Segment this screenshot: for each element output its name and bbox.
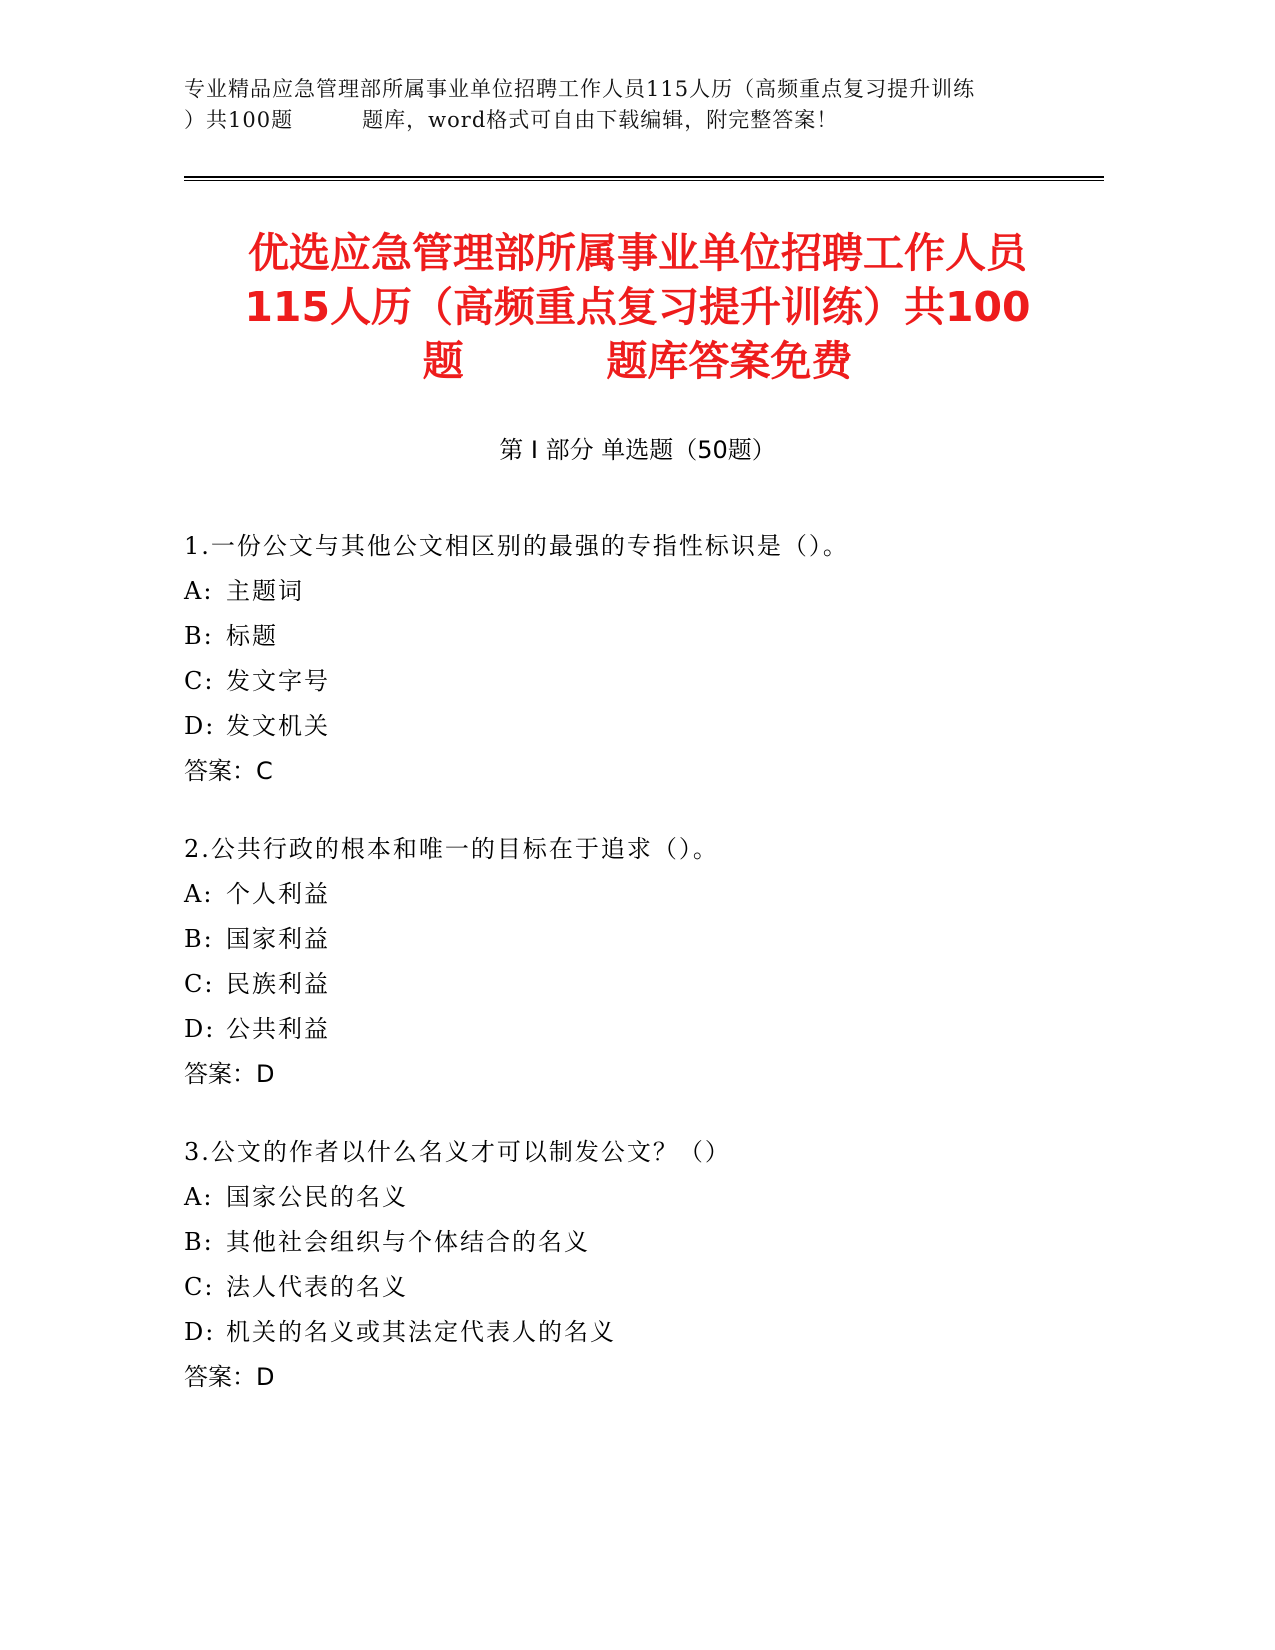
option-d [184, 1310, 1104, 1355]
option-a [184, 872, 1104, 917]
question-3 [184, 1130, 1104, 1400]
option-b [184, 917, 1104, 962]
section-heading: 第 I 部分 单选题（50题） [499, 436, 776, 464]
question-1 [184, 524, 1104, 794]
option-text: 发文机关 [226, 712, 330, 740]
option-a [184, 1175, 1104, 1220]
header-divider-thin [184, 180, 1104, 181]
option-b [184, 1220, 1104, 1265]
option-key: C: [184, 970, 215, 998]
option-text: 国家公民的名义 [226, 1183, 408, 1211]
answer-line: 答案：D [184, 1363, 275, 1391]
option-key: D: [184, 1318, 216, 1346]
option-key: A: [184, 880, 214, 908]
question-stem: 1.一份公文与其他公文相区别的最强的专指性标识是（）。 [184, 532, 849, 560]
question-list [184, 524, 1104, 1433]
option-text: 主题词 [226, 577, 304, 605]
option-text: 个人利益 [226, 880, 330, 908]
option-key: D: [184, 712, 216, 740]
option-text: 国家利益 [226, 925, 330, 953]
option-c [184, 659, 1104, 704]
document-title [150, 226, 1125, 388]
title-line-1: 优选应急管理部所属事业单位招聘工作人员 [248, 229, 1027, 277]
option-text: 民族利益 [226, 970, 330, 998]
option-key: B: [184, 1228, 214, 1256]
header-divider-thick [184, 176, 1104, 178]
answer-line: 答案：D [184, 1060, 275, 1088]
answer-line: 答案：C [184, 757, 273, 785]
title-line-2: 115人历（高频重点复习提升训练）共100 [244, 283, 1031, 331]
option-text: 发文字号 [226, 667, 330, 695]
option-key: B: [184, 622, 214, 650]
question-2 [184, 827, 1104, 1097]
option-key: D: [184, 1015, 216, 1043]
option-key: C: [184, 1273, 215, 1301]
option-a [184, 569, 1104, 614]
option-key: B: [184, 925, 214, 953]
question-stem: 2.公共行政的根本和唯一的目标在于追求（）。 [184, 835, 719, 863]
option-text: 公共利益 [226, 1015, 330, 1043]
option-text: 其他社会组织与个体结合的名义 [226, 1228, 590, 1256]
option-key: A: [184, 1183, 214, 1211]
option-text: 标题 [226, 622, 278, 650]
option-text: 法人代表的名义 [226, 1273, 408, 1301]
page-header [184, 74, 1104, 136]
option-d [184, 1007, 1104, 1052]
option-d [184, 704, 1104, 749]
header-line-2: ）共100题 题库，word格式可自由下载编辑，附完整答案！ [184, 108, 839, 132]
option-key: A: [184, 577, 214, 605]
header-line-1: 专业精品应急管理部所属事业单位招聘工作人员115人历（高频重点复习提升训练 [184, 77, 976, 101]
option-b [184, 614, 1104, 659]
option-c [184, 1265, 1104, 1310]
question-stem: 3.公文的作者以什么名义才可以制发公文？（） [184, 1138, 731, 1166]
option-key: C: [184, 667, 215, 695]
title-line-3: 题 题库答案免费 [422, 337, 853, 385]
option-text: 机关的名义或其法定代表人的名义 [226, 1318, 616, 1346]
option-c [184, 962, 1104, 1007]
